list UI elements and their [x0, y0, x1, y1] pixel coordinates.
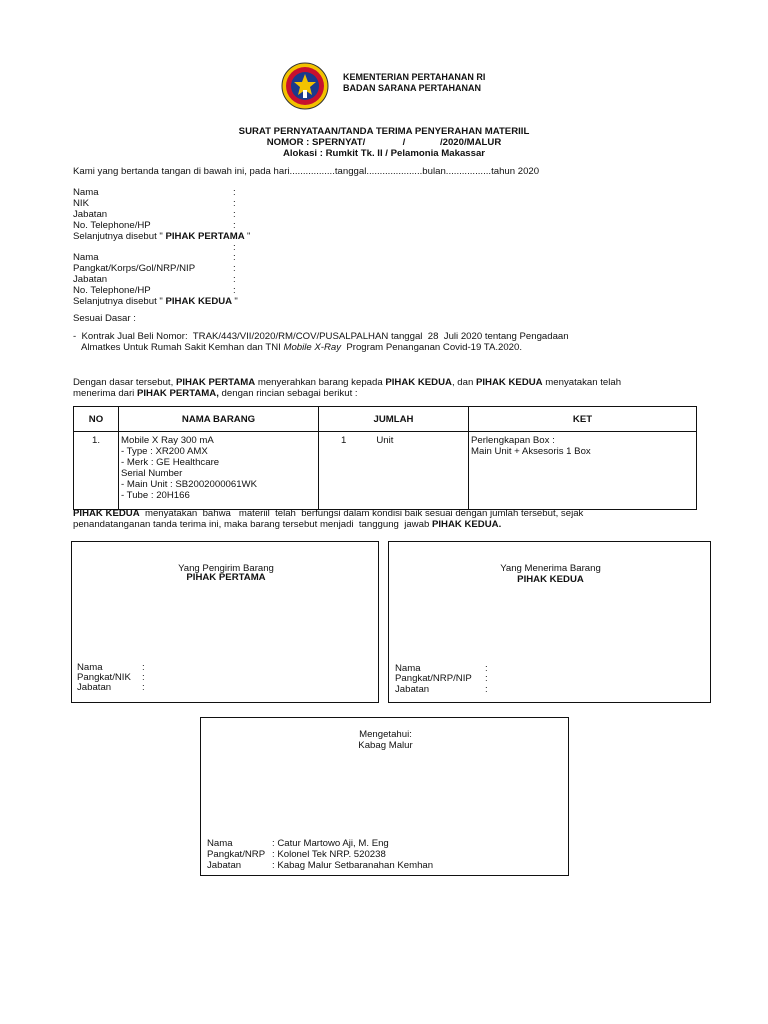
table-row: [74, 432, 697, 510]
document-title: SURAT PERNYATAAN/TANDA TERIMA PENYERAHAN MATERIIL: [238, 126, 530, 137]
cell-qty: 1 Unit: [319, 432, 469, 510]
basis-heading: Sesuai Dasar :: [73, 313, 136, 324]
ack-field-label: Pangkat/NRP: [207, 849, 266, 860]
acknowledge-signature-box: [200, 717, 569, 876]
table-header-row: [74, 407, 697, 432]
ministry-name: KEMENTERIAN PERTAHANAN RI: [343, 72, 486, 82]
sender-field: Jabatan: [77, 682, 112, 693]
cell-note: Perlengkapan Box : Main Unit + Aksesoris 1 Box: [469, 432, 697, 510]
col-header-note: KET: [469, 407, 697, 432]
second-party-designation: Selanjutnya disebut " PIHAK KEDUA ": [73, 296, 238, 307]
acknowledge-caption: Mengetahui:: [359, 729, 412, 740]
first-party-section: Nama : NIK : Jabatan : No. Telephone/HP : Selanjutnya disebut " PIHAK PERTAMA " :: [73, 187, 273, 253]
sender-field: Pangkat/NIK: [77, 672, 131, 683]
items-table: [73, 406, 697, 510]
ack-field-label: Nama: [207, 838, 233, 849]
ack-field-value: : Kolonel Tek NRP. 520238: [272, 849, 386, 860]
col-header-qty: JUMLAH: [319, 407, 469, 432]
field-label: Jabatan: [73, 274, 108, 285]
intro-text: Kami yang bertanda tangan di bawah ini, pada hari.................tanggal.....................bulan.................tahun 2020: [73, 166, 540, 177]
receiver-field: Pangkat/NRP/NIP: [395, 673, 472, 684]
agency-name: BADAN SARANA PERTAHANAN: [343, 83, 481, 93]
acknowledge-role: Kabag Malur: [358, 740, 413, 751]
field-label: Nama: [73, 187, 99, 198]
handover-statement-2: menerima dari PIHAK PERTAMA, dengan rincian sebagai berikut :: [73, 388, 358, 399]
closing-statement: PIHAK KEDUA menyatakan bahwa materiil telah berfungsi dalam kondisi baik sesuai dengan jumlah tersebut, sejak: [73, 508, 584, 519]
ack-field-value: : Catur Martowo Aji, M. Eng: [272, 838, 389, 849]
receiver-caption: Yang Menerima Barang: [500, 563, 601, 574]
receiver-party: PIHAK KEDUA: [517, 574, 584, 585]
document-number: NOMOR : SPERNYAT/ / /2020/MALUR: [266, 137, 502, 148]
receiver-field: Jabatan: [395, 684, 430, 695]
second-party-section: Nama : Pangkat/Korps/Gol/NRP/NIP : Jabatan : No. Telephone/HP : Selanjutnya disebut " PIHAK KEDUA ": [73, 252, 273, 307]
col-header-no: NO: [74, 407, 119, 432]
ack-field-value: : Kabag Malur Setbaranahan Kemhan: [272, 860, 434, 871]
sender-signature-box: Yang Pengirim Barang PIHAK PERTAMA Nama : Pangkat/NIK : Jabatan :: [71, 541, 379, 703]
receiver-signature-box: Yang Menerima Barang PIHAK KEDUA Nama : Pangkat/NRP/NIP : Jabatan :: [388, 541, 711, 703]
receiver-field: Nama: [395, 663, 421, 674]
basis-contract-line-2: Almatkes Untuk Rumah Sakit Kemhan dan TNI Mobile X-Ray Program Penanganan Covid-19 TA.2020.: [81, 342, 523, 353]
allocation: Alokasi : Rumkit Tk. II / Pelamonia Makassar: [282, 148, 486, 159]
field-label: Jabatan: [73, 209, 108, 220]
ministry-logo: [281, 62, 329, 110]
handover-statement: Dengan dasar tersebut, PIHAK PERTAMA menyerahkan barang kepada PIHAK KEDUA, dan PIHAK KEDUA menyatakan telah: [73, 377, 622, 388]
closing-statement-2: penandatanganan tanda terima ini, maka barang tersebut menjadi tanggung jawab PIHAK KEDUA.: [73, 519, 502, 530]
cell-item: Mobile X Ray 300 mA - Type : XR200 AMX - Merk : GE Healthcare Serial Number - Main Unit : SB2002000061WK - Tube : 20H166: [119, 432, 319, 510]
field-label: Nama: [73, 252, 99, 263]
col-header-item: NAMA BARANG: [119, 407, 319, 432]
ack-field-label: Jabatan: [207, 860, 242, 871]
first-party-designation: Selanjutnya disebut " PIHAK PERTAMA ": [73, 231, 251, 242]
field-label: NIK: [73, 198, 89, 209]
sender-caption: Yang Pengirim Barang: [178, 563, 274, 574]
field-label: No. Telephone/HP: [73, 220, 151, 231]
sender-party: PIHAK PERTAMA: [186, 572, 266, 583]
field-label: Pangkat/Korps/Gol/NRP/NIP: [73, 263, 196, 274]
field-label: No. Telephone/HP: [73, 285, 151, 296]
basis-contract-line: - Kontrak Jual Beli Nomor: TRAK/443/VII/2020/RM/COV/PUSALPALHAN tanggal 28 Juli 2020 tentang Pengadaan: [73, 331, 569, 342]
letterhead: [343, 72, 485, 94]
cell-no: 1.: [74, 432, 119, 510]
sender-field: Nama: [77, 662, 103, 673]
